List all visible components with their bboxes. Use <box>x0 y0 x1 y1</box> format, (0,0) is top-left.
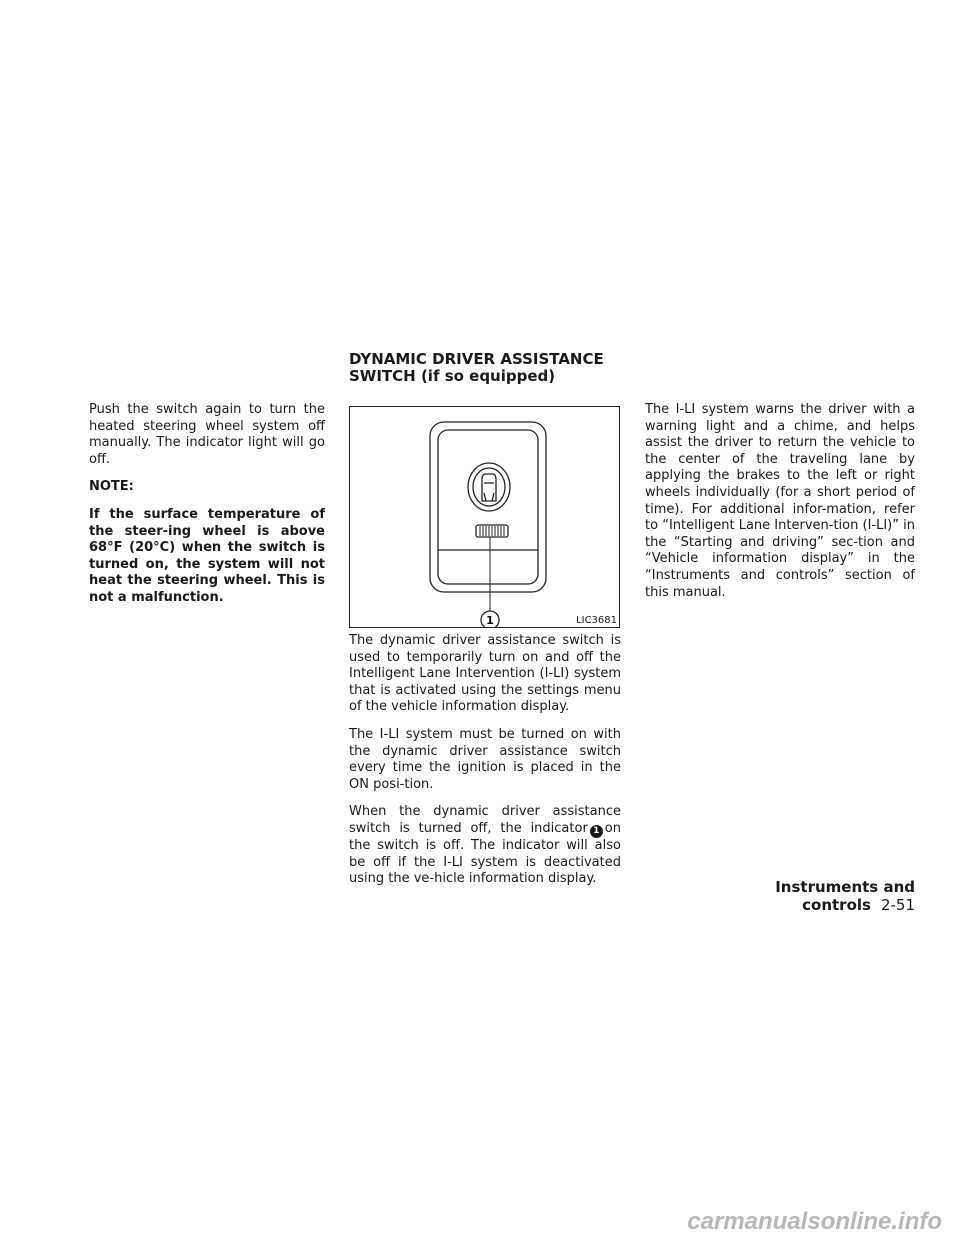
middle-paragraph-3 <box>349 804 621 887</box>
car-icon-lines <box>484 483 494 501</box>
watermark <box>0 1200 960 1242</box>
intro-paragraph: Push the switch again to turn the heated steering wheel system off manually. The indicator light will go off. <box>89 402 325 467</box>
figure-code: LIC3681 <box>576 615 617 626</box>
footer-page-number: 2-51 <box>880 896 915 914</box>
indicator-ring-outer <box>468 463 510 511</box>
middle-paragraph-2: The I-LI system must be turned on with the dynamic driver assistance switch every time the ignition is placed in the ON posi-tion. <box>349 726 621 792</box>
left-column <box>89 402 325 618</box>
watermark-text: carmanualsonline.info <box>687 1208 942 1235</box>
section-heading <box>349 351 649 385</box>
note-text: If the surface temperature of the steer-ing wheel is above 68°F (20°C) when the switch is turned on, the system will not heat the steering wheel. This is not a malfunction. <box>89 506 325 605</box>
heading-line-1: DYNAMIC DRIVER ASSISTANCE <box>349 350 604 368</box>
indicator-callout-icon: 1 <box>590 825 603 838</box>
switch-panel-drawing <box>350 407 619 627</box>
right-paragraph-1: The I-LI system warns the driver with a warning light and a chime, and helps assist the driver to return the vehicle to the center of the traveling lane by applying the brakes to the left or right wheels individually (for a short period of time). For additional infor-mation, refer to “Intelligent Lane Interven-tion (I-LI)” in the “Starting and driving” sec-tion and “Vehicle information display” in the “Instruments and controls” section of this manual. <box>645 402 915 600</box>
note-label: NOTE: <box>89 479 134 495</box>
page-footer <box>685 878 915 914</box>
car-icon <box>482 474 496 501</box>
heading-line-2: SWITCH (if so equipped) <box>349 367 556 385</box>
footer-section: Instruments and controls <box>775 878 915 914</box>
switch-illustration <box>349 406 620 628</box>
middle-column <box>349 633 621 899</box>
middle-paragraph-3a: When the dynamic driver assistance switch is turned off, the indicator <box>349 804 621 836</box>
callout-number: 1 <box>486 614 494 627</box>
right-column <box>645 402 915 612</box>
middle-paragraph-3b: on the switch is off. The indicator will also be off if the I-LI system is deactivated using the ve-hicle information display. <box>349 820 621 887</box>
middle-paragraph-1: The dynamic driver assistance switch is used to temporarily turn on and off the Intelligent Lane Intervention (I-LI) system that is activated using the settings menu of the vehicle information display. <box>349 633 621 715</box>
switch-bezel-outer <box>430 422 546 592</box>
switch-bezel-inner <box>438 430 538 584</box>
